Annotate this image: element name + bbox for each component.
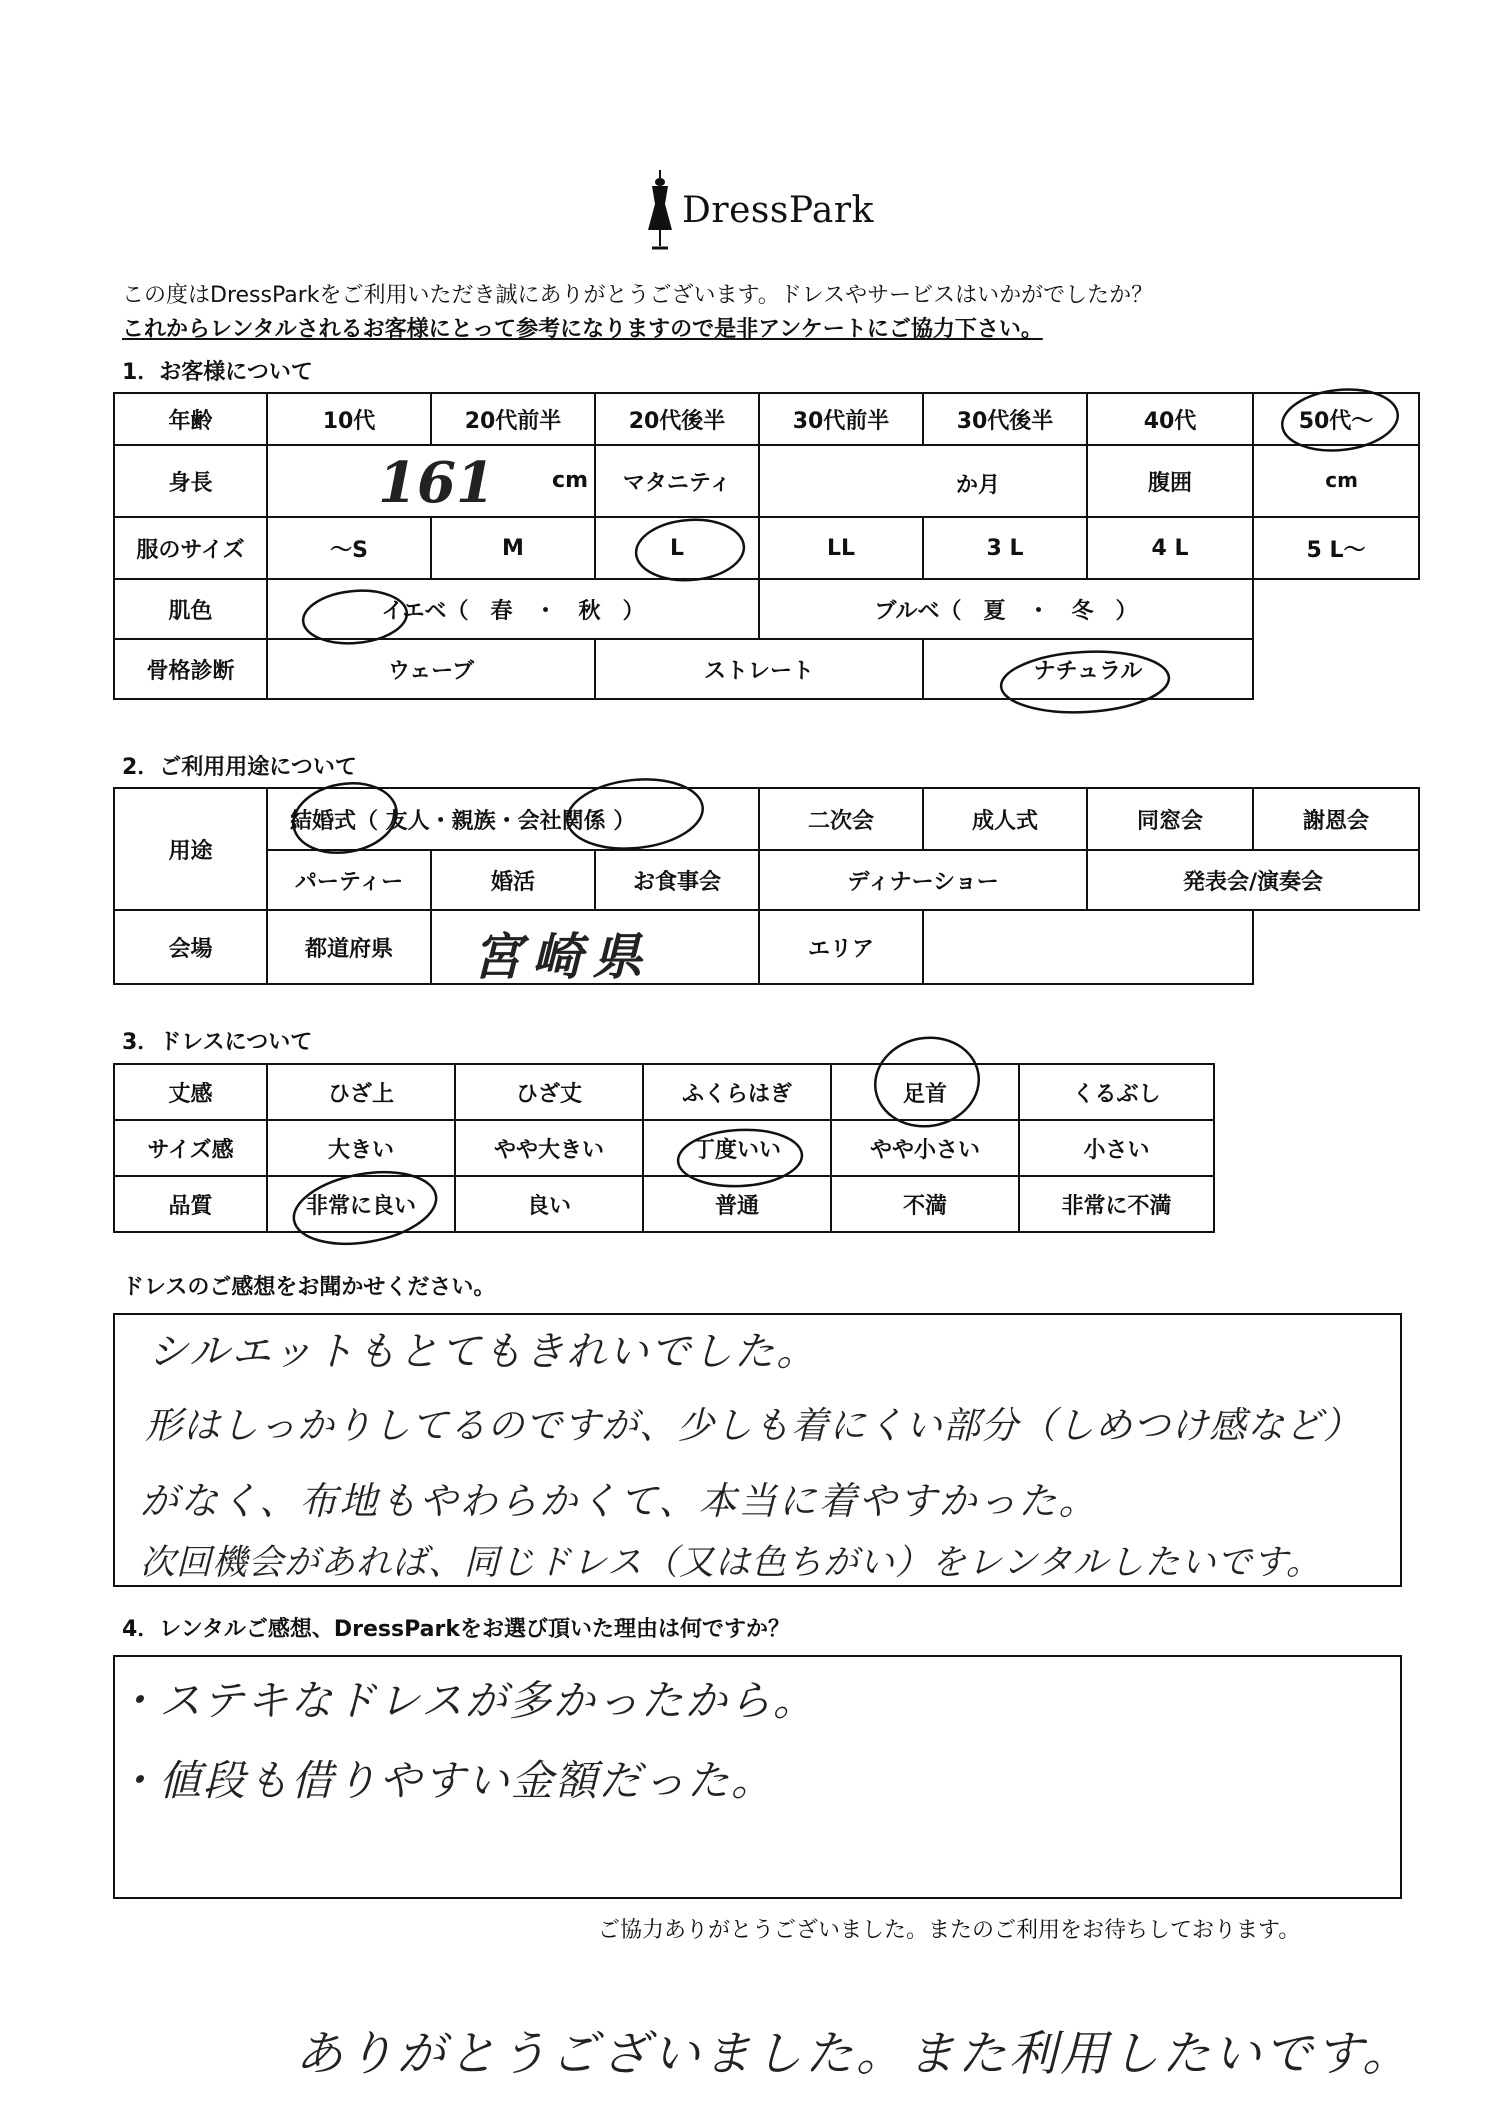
- venue-row: [114, 910, 1419, 984]
- age-label: 年齢: [114, 393, 267, 445]
- height-field[interactable]: [267, 445, 595, 517]
- size-option[interactable]: LL: [759, 517, 923, 579]
- maternity-field[interactable]: [759, 445, 1087, 517]
- size-option-selected[interactable]: L: [595, 517, 759, 579]
- purpose-label: 用途: [114, 788, 267, 910]
- size-option[interactable]: 5 L～: [1253, 517, 1419, 579]
- size-option[interactable]: 3 L: [923, 517, 1087, 579]
- section2-heading: 2．ご利用用途について: [122, 755, 357, 780]
- length-option[interactable]: ひざ上: [267, 1064, 455, 1120]
- purpose-option[interactable]: 同窓会: [1087, 788, 1253, 850]
- age-row: [114, 393, 1419, 445]
- height-row: [114, 445, 1419, 517]
- prefecture-value: 宮崎県: [472, 927, 652, 984]
- fit-row: [114, 1120, 1214, 1176]
- section4-heading: 4．レンタルご感想、DressParkをお選び頂いた理由は何ですか？: [122, 1617, 790, 1642]
- skin-row: [114, 579, 1419, 639]
- purpose-row-2: [114, 850, 1419, 910]
- length-row: [114, 1064, 1214, 1120]
- quality-option-selected[interactable]: 非常に良い: [267, 1176, 455, 1232]
- dress-comment-line: 次回機会があれば、同じドレス（又は色ちがい）をレンタルしたいです。: [140, 1543, 1322, 1583]
- prefecture-label: 都道府県: [267, 910, 431, 984]
- fit-label: サイズ感: [114, 1120, 267, 1176]
- area-field[interactable]: [923, 910, 1253, 984]
- length-option-selected[interactable]: 足首: [831, 1064, 1019, 1120]
- age-option[interactable]: 20代後半: [595, 393, 759, 445]
- skin-yellow-option[interactable]: [267, 579, 759, 639]
- section3-heading: 3．ドレスについて: [122, 1030, 313, 1055]
- height-label: 身長: [114, 445, 267, 517]
- quality-option[interactable]: 非常に不満: [1019, 1176, 1214, 1232]
- quality-label: 品質: [114, 1176, 267, 1232]
- skin-label: 肌色: [114, 579, 267, 639]
- fit-option[interactable]: 小さい: [1019, 1120, 1214, 1176]
- quality-option[interactable]: 不満: [831, 1176, 1019, 1232]
- prefecture-field[interactable]: [431, 910, 759, 984]
- skin-yellow-label: イエベ: [381, 598, 447, 624]
- skin-blue-option[interactable]: [759, 579, 1253, 639]
- intro-text: この度はDressParkをご利用いただき誠にありがとうございます。ドレスやサービスはいかがでしたか？: [122, 283, 1154, 308]
- handwritten-note: ありがとうございました。また利用したいです。: [295, 2026, 1414, 2082]
- brand-name: DressPark: [682, 190, 874, 231]
- dress-comment-line: シルエットもとてもきれいでした。: [148, 1329, 819, 1375]
- size-row: [114, 517, 1419, 579]
- fit-option[interactable]: やや小さい: [831, 1120, 1019, 1176]
- purpose-option[interactable]: 謝恩会: [1253, 788, 1419, 850]
- skin-blue-label: ブルベ: [874, 598, 940, 624]
- waist-label: 腹囲: [1087, 445, 1253, 517]
- quality-option[interactable]: 普通: [643, 1176, 831, 1232]
- wedding-label: 結婚式: [290, 808, 357, 834]
- fit-option[interactable]: やや大きい: [455, 1120, 643, 1176]
- purpose-option[interactable]: ディナーショー: [759, 850, 1087, 910]
- wedding-sub: （ 友人・親族・会社関係 ）: [356, 808, 636, 834]
- length-option[interactable]: ふくらはぎ: [643, 1064, 831, 1120]
- brand-logo: [640, 168, 880, 258]
- length-option[interactable]: くるぶし: [1019, 1064, 1214, 1120]
- skin-yellow-season: （ 春 ・ 秋 ）: [446, 598, 645, 624]
- length-label: 丈感: [114, 1064, 267, 1120]
- age-option[interactable]: 10代: [267, 393, 431, 445]
- age-option[interactable]: 20代前半: [431, 393, 595, 445]
- size-label: 服のサイズ: [114, 517, 267, 579]
- purpose-table: [113, 787, 1420, 985]
- dress-comment-line: 形はしっかりしてるのですが、少しも着にくい部分（しめつけ感など）: [145, 1404, 1361, 1447]
- purpose-option[interactable]: 成人式: [923, 788, 1087, 850]
- purpose-option[interactable]: 二次会: [759, 788, 923, 850]
- purpose-option[interactable]: 婚活: [431, 850, 595, 910]
- empty-cell: [1253, 579, 1419, 639]
- size-option[interactable]: ～S: [267, 517, 431, 579]
- empty-cell: [1253, 639, 1419, 699]
- purpose-wedding-option[interactable]: [267, 788, 759, 850]
- reason-comment-line: ・ステキなドレスが多かったから。: [115, 1676, 817, 1725]
- purpose-option[interactable]: お食事会: [595, 850, 759, 910]
- length-option[interactable]: ひざ丈: [455, 1064, 643, 1120]
- dress-table: [113, 1063, 1215, 1233]
- dress-comment-line: がなく、布地もやわらかくて、本当に着やすかった。: [140, 1479, 1099, 1523]
- waist-field[interactable]: [1253, 445, 1419, 517]
- purpose-row-1: [114, 788, 1419, 850]
- height-unit: cm: [552, 468, 588, 493]
- purpose-option[interactable]: パーティー: [267, 850, 431, 910]
- age-option[interactable]: 40代: [1087, 393, 1253, 445]
- quality-option[interactable]: 良い: [455, 1176, 643, 1232]
- size-option[interactable]: 4 L: [1087, 517, 1253, 579]
- venue-label: 会場: [114, 910, 267, 984]
- empty-cell: [1253, 910, 1419, 984]
- height-value: 161: [378, 450, 495, 516]
- size-option[interactable]: M: [431, 517, 595, 579]
- age-option[interactable]: 30代後半: [923, 393, 1087, 445]
- fit-option-selected[interactable]: 丁度いい: [643, 1120, 831, 1176]
- quality-row: [114, 1176, 1214, 1232]
- frame-option-selected[interactable]: ナチュラル: [923, 639, 1253, 699]
- maternity-label: マタニティ: [595, 445, 759, 517]
- age-option-selected[interactable]: 50代～: [1253, 393, 1419, 445]
- frame-row: [114, 639, 1419, 699]
- purpose-option[interactable]: 発表会/演奏会: [1087, 850, 1419, 910]
- fit-option[interactable]: 大きい: [267, 1120, 455, 1176]
- frame-label: 骨格診断: [114, 639, 267, 699]
- area-label: エリア: [759, 910, 923, 984]
- footer-thanks: ご協力ありがとうございました。またのご利用をお待ちしております。: [598, 1918, 1301, 1943]
- reason-comment-line: ・値段も借りやすい金額だった。: [115, 1756, 776, 1805]
- age-option[interactable]: 30代前半: [759, 393, 923, 445]
- section1-heading: 1．お客様について: [122, 360, 313, 385]
- skin-blue-season: （ 夏 ・ 冬 ）: [939, 598, 1138, 624]
- frame-option[interactable]: ウェーブ: [267, 639, 595, 699]
- maternity-unit: か月: [955, 473, 1000, 498]
- customer-table: [113, 392, 1420, 700]
- waist-unit: cm: [1325, 468, 1358, 492]
- intro-request: これからレンタルされるお客様にとって参考になりますので是非アンケートにご協力下さい。: [122, 317, 1043, 342]
- frame-option[interactable]: ストレート: [595, 639, 923, 699]
- dress-mannequin-icon: [640, 168, 680, 258]
- dress-comment-prompt: ドレスのご感想をお聞かせください。: [122, 1275, 496, 1300]
